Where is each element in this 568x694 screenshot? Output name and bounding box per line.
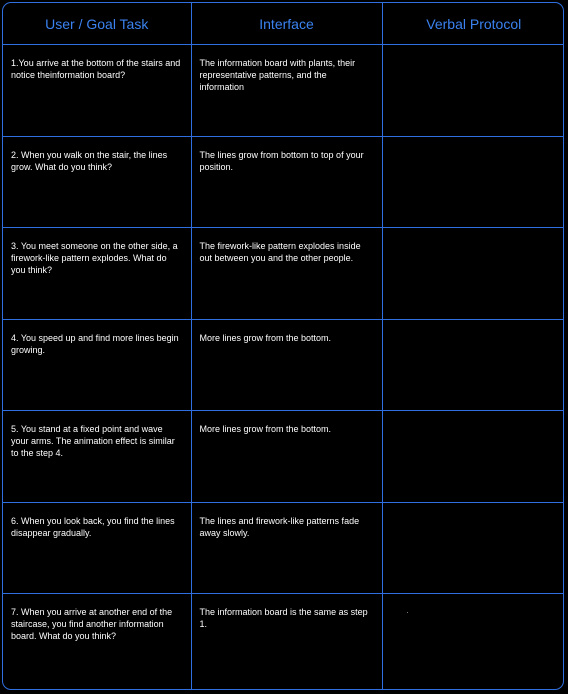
task-cell: 4. You speed up and find more lines begin growing. <box>3 319 191 411</box>
interface-cell: More lines grow from the bottom. <box>191 411 382 503</box>
protocol-cell[interactable] <box>382 136 564 228</box>
header-user-goal-task: User / Goal Task <box>3 3 191 45</box>
protocol-cell[interactable] <box>382 228 564 320</box>
protocol-cell[interactable] <box>382 411 564 503</box>
interface-cell: The lines and firework-like patterns fade away slowly. <box>191 502 382 594</box>
task-cell: 6. When you look back, you find the lines disappear gradually. <box>3 502 191 594</box>
header-interface: Interface <box>191 3 382 45</box>
table-row <box>3 594 564 689</box>
stray-dot <box>407 612 408 613</box>
table-row <box>3 136 564 228</box>
task-cell: 2. When you walk on the stair, the lines grow. What do you think? <box>3 136 191 228</box>
protocol-cell[interactable] <box>382 319 564 411</box>
protocol-table-frame <box>2 2 564 690</box>
task-cell: 5. You stand at a fixed point and wave your arms. The animation effect is similar to the step 4. <box>3 411 191 503</box>
interface-cell: The lines grow from bottom to top of your position. <box>191 136 382 228</box>
interface-cell: The firework-like pattern explodes inside out between you and the other people. <box>191 228 382 320</box>
table-row <box>3 45 564 137</box>
protocol-table <box>3 3 564 689</box>
header-verbal-protocol: Verbal Protocol <box>382 3 564 45</box>
protocol-cell[interactable] <box>382 45 564 137</box>
interface-cell: The information board is the same as step 1. <box>191 594 382 689</box>
task-cell: 7. When you arrive at another end of the staircase, you find another information board. What do you think? <box>3 594 191 689</box>
task-cell: 3. You meet someone on the other side, a firework-like pattern explodes. What do you think? <box>3 228 191 320</box>
protocol-cell[interactable] <box>382 594 564 689</box>
interface-cell: More lines grow from the bottom. <box>191 319 382 411</box>
task-cell: 1.You arrive at the bottom of the stairs and notice theinformation board? <box>3 45 191 137</box>
table-row <box>3 502 564 594</box>
table-row <box>3 319 564 411</box>
header-row <box>3 3 564 45</box>
table-row <box>3 411 564 503</box>
interface-cell: The information board with plants, their representative patterns, and the information <box>191 45 382 137</box>
table-row <box>3 228 564 320</box>
protocol-cell[interactable] <box>382 502 564 594</box>
